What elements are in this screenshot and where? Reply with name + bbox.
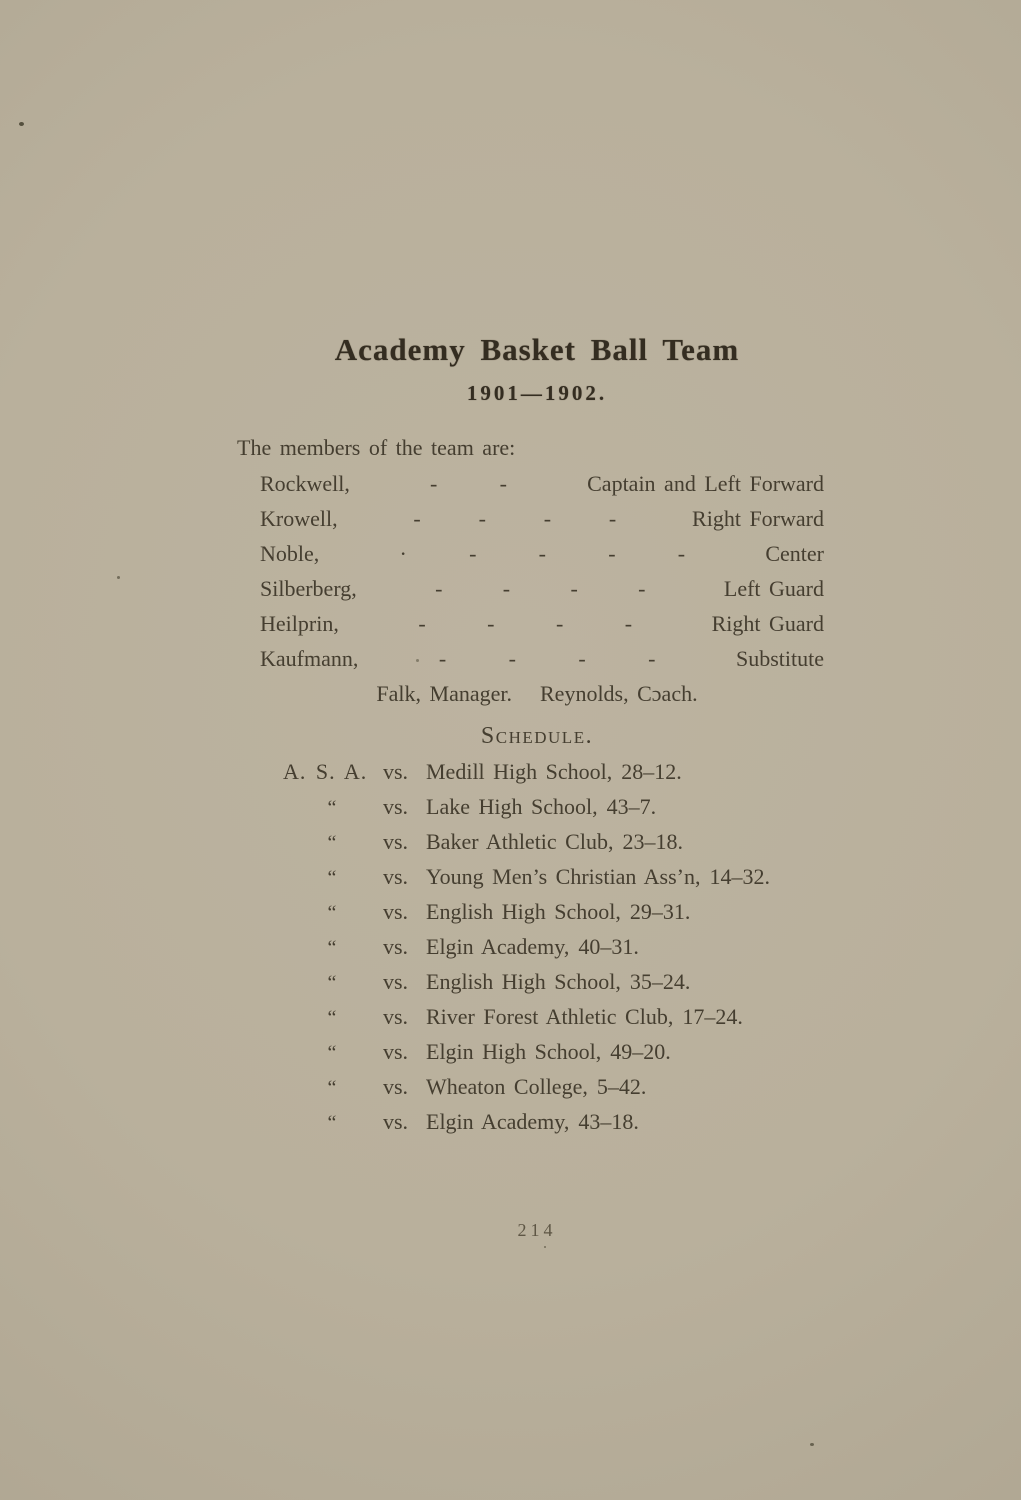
leader-dash: - (502, 576, 511, 601)
game-score: 23–18. (622, 829, 683, 854)
vs-label: vs. (383, 934, 409, 959)
vs-label: vs. (383, 1074, 409, 1099)
leader-dash: - (413, 506, 421, 531)
paper-speck (19, 122, 24, 126)
leader-dash: - (677, 541, 686, 566)
leader-dash: - (435, 576, 443, 601)
opponent-name: English High School, (426, 969, 621, 994)
paper-speck (544, 1246, 546, 1248)
opponent-name: Lake High School, (426, 794, 598, 819)
schedule-heading: Schedule. (480, 723, 594, 749)
game-score: 40–31. (578, 934, 639, 959)
roster-row (260, 466, 824, 501)
vs-label: vs. (383, 794, 409, 819)
game-score: 35–24. (629, 969, 691, 994)
schedule-row (283, 894, 837, 929)
leader-dash: - (499, 471, 507, 496)
dash-leader (357, 571, 724, 606)
intro-line: The members of the team are: (237, 435, 516, 460)
leader-dash: - (608, 541, 616, 566)
vs-label: vs. (383, 1109, 409, 1134)
game-score: 43–7. (606, 794, 657, 819)
team-label: “ (327, 937, 339, 959)
page-content (237, 0, 837, 1243)
leader-dash: - (478, 506, 486, 531)
roster-row (260, 641, 824, 676)
leader-dash: - (608, 506, 617, 531)
leader-dash: - (430, 471, 438, 496)
player-name: Heilprin, (260, 611, 339, 636)
dash-leader (339, 606, 712, 641)
team-label: “ (327, 972, 339, 994)
opponent-name: Elgin Academy, (426, 934, 570, 959)
page-number: 214 (517, 1220, 557, 1240)
leader-dash: - (418, 611, 426, 636)
dash-leader (358, 641, 736, 676)
page-title: Academy Basket Ball Team (334, 332, 740, 367)
opponent-name: Young Men’s Christian Ass’n, (426, 864, 701, 889)
game-score: 28–12. (621, 759, 682, 784)
team-label: “ (327, 867, 339, 889)
leader-dash: - (648, 646, 656, 671)
season-subtitle: 1901—1902. (466, 381, 608, 405)
opponent-name: Wheaton College, (426, 1074, 588, 1099)
game-score: 17–24. (682, 1004, 743, 1029)
leader-dash: - (543, 506, 552, 531)
paper-speck (810, 1443, 814, 1446)
paper-speck (117, 576, 120, 579)
vs-label: vs. (383, 899, 409, 924)
game-score: 49–20. (610, 1039, 671, 1064)
schedule-row (283, 1104, 837, 1139)
dash-leader (338, 501, 692, 536)
schedule-row (283, 789, 837, 824)
staff-line (237, 676, 837, 711)
team-label: “ (327, 1077, 339, 1099)
leader-dash: - (578, 646, 586, 671)
game-score: 29–31. (629, 899, 691, 924)
opponent-name: Elgin High School, (426, 1039, 602, 1064)
player-name: Kaufmann, (260, 646, 359, 671)
player-position: Left Guard (723, 576, 824, 601)
team-label: “ (327, 797, 339, 819)
roster-row (260, 606, 824, 641)
vs-label: vs. (383, 1004, 409, 1029)
team-label: “ (327, 832, 339, 854)
roster-row (260, 536, 824, 571)
schedule-row (283, 964, 837, 999)
paper-speck (416, 659, 419, 662)
game-score: 14–32. (709, 864, 770, 889)
coach-credit: Reynolds, Cɔach. (540, 681, 698, 706)
leader-dash: - (624, 611, 633, 636)
opponent-name: English High School, (426, 899, 621, 924)
opponent-name: Medill High School, (426, 759, 613, 784)
opponent-name: Elgin Academy, (426, 1109, 570, 1134)
opponent-name: River Forest Athletic Club, (426, 1004, 674, 1029)
schedule-row (283, 929, 837, 964)
player-position: Center (765, 541, 824, 566)
schedule-row (283, 1034, 837, 1069)
leader-dash: - (538, 541, 546, 566)
leader-dash: - (638, 576, 646, 601)
team-label: “ (327, 1112, 339, 1134)
schedule-row (283, 754, 837, 789)
game-score: 43–18. (578, 1109, 639, 1134)
dash-leader (350, 466, 587, 501)
dash-leader (319, 536, 765, 571)
schedule-row (283, 824, 837, 859)
vs-label: vs. (383, 759, 409, 784)
vs-label: vs. (383, 829, 409, 854)
vs-label: vs. (383, 864, 409, 889)
roster-row (260, 501, 824, 536)
game-score: 5–42. (596, 1074, 647, 1099)
roster-list (237, 466, 837, 676)
player-name: Krowell, (260, 506, 338, 531)
leader-dash: - (487, 611, 495, 636)
schedule-row (283, 999, 837, 1034)
manager-credit: Falk, Manager. (376, 681, 512, 706)
vs-label: vs. (383, 1039, 409, 1064)
roster-row (260, 571, 824, 606)
leader-dash: - (555, 611, 564, 636)
team-label: “ (327, 1007, 339, 1029)
vs-label: vs. (383, 969, 409, 994)
player-position: Right Forward (692, 506, 824, 531)
leader-dash: - (570, 576, 578, 601)
player-name: Silberberg, (260, 576, 357, 601)
team-label: “ (327, 902, 339, 924)
player-name: Noble, (260, 541, 320, 566)
player-position: Right Guard (711, 611, 824, 636)
leader-dash: - (508, 646, 516, 671)
opponent-name: Baker Athletic Club, (426, 829, 614, 854)
schedule-row (283, 1069, 837, 1104)
leader-dash: - (469, 541, 477, 566)
player-position: Captain and Left Forward (587, 471, 824, 496)
leader-dash: · (399, 541, 407, 566)
schedule-row (283, 859, 837, 894)
team-label: A. S. A. (283, 759, 368, 784)
player-name: Rockwell, (260, 471, 350, 496)
player-position: Substitute (735, 646, 824, 671)
team-label: “ (327, 1042, 339, 1064)
schedule-list (237, 754, 837, 1139)
leader-dash: - (438, 646, 447, 671)
